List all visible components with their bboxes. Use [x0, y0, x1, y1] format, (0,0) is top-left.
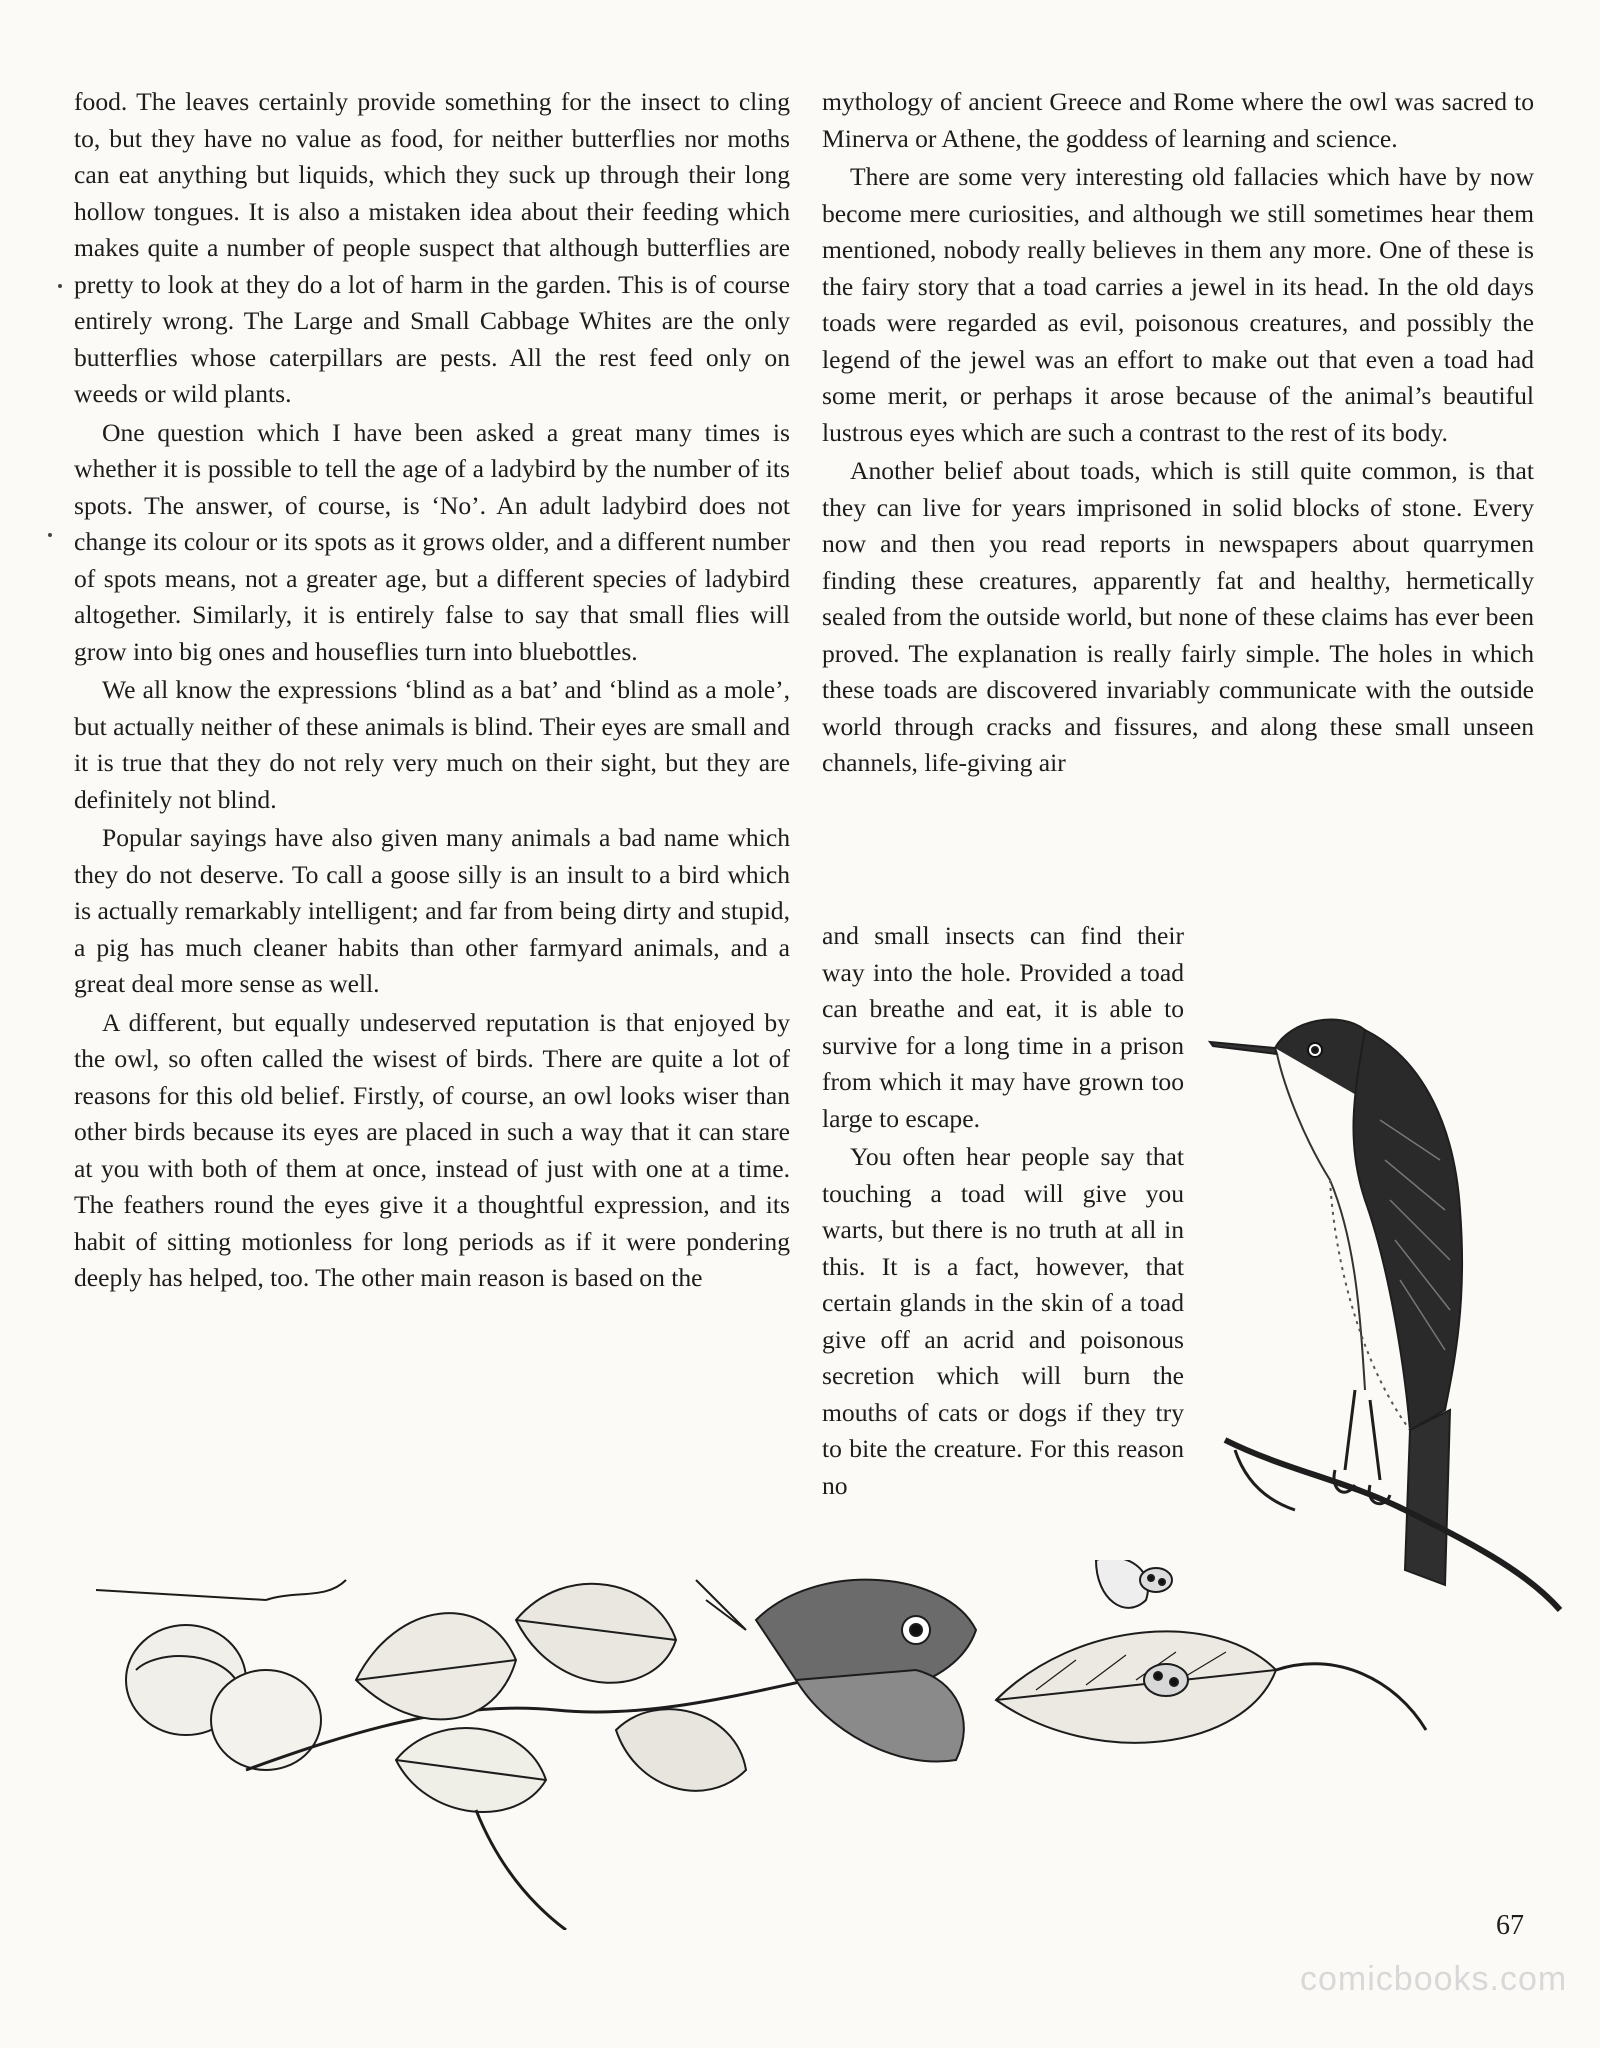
- right-text-column: [822, 84, 1534, 784]
- paragraph: and small insects can find their way into the hole. Provided a toad can breathe and eat, it is able to survive for a long time in a prison from which it may have grown too large to escape.: [822, 921, 1184, 1133]
- left-text-column: [74, 84, 790, 1299]
- page-number: 67: [1496, 1910, 1524, 1941]
- watermark: comicbooks.com: [1300, 1960, 1568, 1998]
- paragraph: We all know the expressions ‘blind as a bat’ and ‘blind as a mole’, but actually neither of these animals is blind. Their eyes are small and it is true that they do not rely very much on their sight, but they are definitely not blind.: [74, 675, 790, 814]
- speck: [48, 533, 52, 537]
- paragraph: Another belief about toads, which is still quite common, is that they can live for years imprisoned in solid blocks of stone. Every now and then you read reports in newspapers about quarrymen finding these creatures, apparently fat and healthy, hermetically sealed from the outside world, but none of these claims has ever been proved. The explanation is really fairly simple. The holes in which these toads are discovered invariably communicate with the outside world through cracks and fissures, and along these small unseen channels, life-giving air: [822, 456, 1534, 777]
- bird-illustration: [1205, 1010, 1565, 1650]
- paragraph: A different, but equally undeserved reputation is that enjoyed by the owl, so often called the wisest of birds. There are quite a lot of reasons for this old belief. Firstly, of course, an owl looks wiser than other birds because its eyes are placed in such a way that it can stare at you with both of them at once, instead of just with one at a time. The feathers round the eyes give it a thoughtful expression, and its habit of sitting motionless for long periods as if it were pondering deeply has helped, too. The other main reason is based on the: [74, 1007, 790, 1292]
- paragraph: food. The leaves certainly provide something for the insect to cling to, but they have no value as food, for neither butterflies nor moths can eat anything but liquids, which they suck up through their long hollow tongues. It is also a mistaken idea about their feeding which makes quite a number of people suspect that although butterflies are pretty to look at they do a lot of harm in the garden. This is of course entirely wrong. The Large and Small Cabbage Whites are the only butterflies whose caterpillars are pests. All the rest feed only on weeds or wild plants.: [74, 87, 790, 408]
- paragraph: One question which I have been asked a great many times is whether it is possible to tell the age of a ladybird by the number of its spots. The answer, of course, is ‘No’. An adult ladybird does not change its colour or its spots as it grows older, and a different number of spots means, not a greater age, but a different species of ladybird altogether. Similarly, it is entirely false to say that small flies will grow into big ones and houseflies turn into bluebottles.: [74, 417, 790, 666]
- speck: [58, 284, 62, 288]
- paragraph: There are some very interesting old fallacies which have by now become mere curiosities, and although we still sometimes hear them mentioned, nobody really believes in them any more. One of these is the fairy story that a toad carries a jewel in its head. In the old days toads were regarded as evil, poisonous creatures, and possibly the legend of the jewel was an effort to make out that even a toad had some merit, or perhaps it arose because of the animal’s beautiful lustrous eyes which are such a contrast to the rest of its body.: [822, 162, 1534, 447]
- paragraph: Popular sayings have also given many animals a bad name which they do not deserve. To call a goose silly is an insult to a bird which is actually remarkably intelligent; and far from being dirty and stupid, a pig has much cleaner habits than other farmyard animals, and a great deal more sense as well.: [74, 823, 790, 998]
- right-wrapped-text: [822, 918, 1184, 1506]
- paragraph: You often hear people say that touching a toad will give you warts, but there is no truth at all in this. It is a fact, however, that certain glands in the skin of a toad give off an acrid and poisonous secretion which will burn the mouths of cats or dogs if they try to bite the creature. For this reason no: [822, 1142, 1184, 1500]
- nature-border-illustration: [96, 1560, 1556, 1930]
- paragraph: mythology of ancient Greece and Rome where the owl was sacred to Minerva or Athene, the goddess of learning and science.: [822, 87, 1534, 153]
